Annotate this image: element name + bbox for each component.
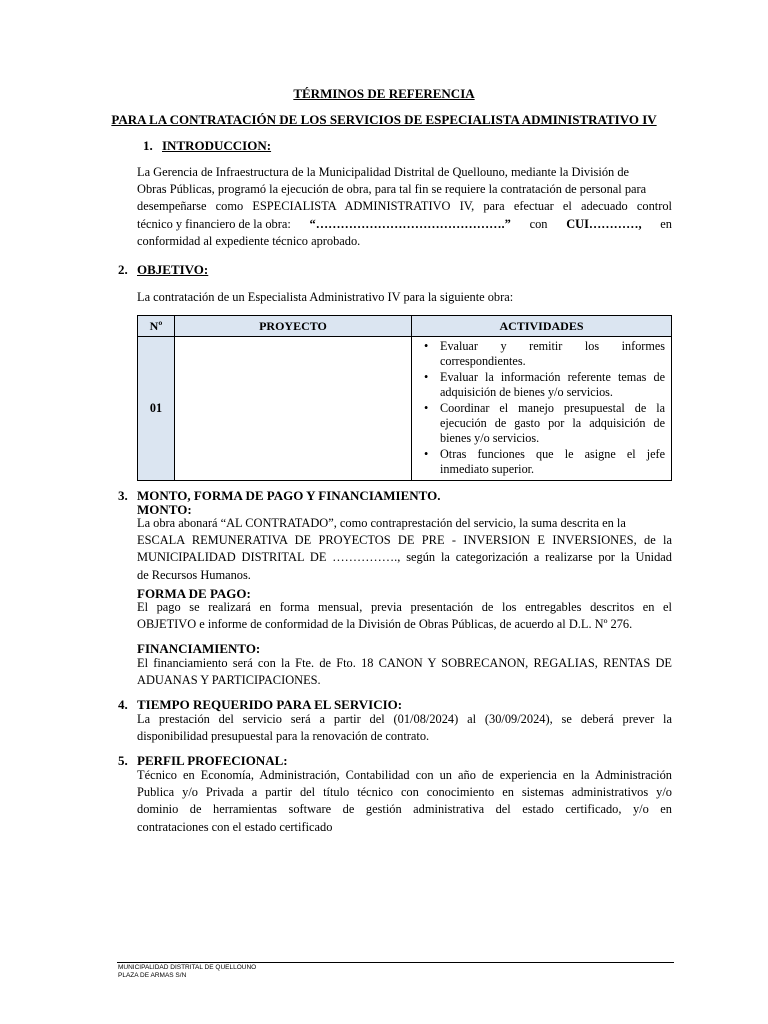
activity-item: • Coordinar el manejo presupuestal de la ejecución de gasto por la adquisición de bienes y/o servicios. — [412, 401, 665, 447]
paragraph-line: La obra abonará “AL CONTRATADO”, como contraprestación del servicio, la suma descrita en la — [137, 516, 626, 530]
section-3-number: 3. — [118, 488, 128, 503]
forma-pago-body — [137, 599, 672, 633]
section-4-title: TIEMPO REQUERIDO PARA EL SERVICIO: — [137, 697, 403, 712]
section-1-body — [137, 164, 672, 250]
document-title: TÉRMINOS DE REFERENCIA — [293, 86, 475, 101]
monto-body — [137, 515, 672, 584]
paragraph-line: Obras Públicas, programó la ejecución de obra, para tal fin se requiere la contratación de personal para — [137, 182, 647, 197]
paragraph-line: El financiamiento será con la Fte. de Fto. 18 CANON Y SOBRECANON, REGALIAS, RENTAS DE — [137, 656, 672, 670]
table-header-row — [138, 316, 672, 337]
section-1-title: INTRODUCCION: — [162, 138, 272, 153]
footer-line-1: MUNICIPALIDAD DISTRITAL DE QUELLOUNO — [118, 964, 257, 971]
cui-blank: CUI…………, — [566, 216, 642, 231]
activity-item: • Evaluar la información referente temas de adquisición de bienes y/o servicios. — [412, 370, 665, 401]
paragraph-line: El pago se realizará en forma mensual, previa presentación de los entregables descritos en el — [137, 600, 672, 614]
activities-list — [412, 337, 671, 480]
paragraph-line: ESCALA REMUNERATIVA DE PROYECTOS DE PRE - INVERSION E INVERSIONES, de la — [137, 533, 672, 548]
paragraph-fragment: técnico y financiero de la obra: — [137, 216, 291, 231]
paragraph-fragment: en — [660, 216, 672, 231]
paragraph-line: de Recursos Humanos. — [137, 567, 251, 582]
header-activities: ACTIVIDADES — [412, 316, 672, 337]
financiamiento-body — [137, 655, 672, 689]
section-3-title: MONTO, FORMA DE PAGO Y FINANCIAMIENTO. — [137, 488, 441, 503]
footer-divider — [117, 962, 674, 963]
paragraph-line: Técnico en Economía, Administración, Contabilidad con un año de experiencia en la Administración — [137, 768, 672, 782]
paragraph-line: La Gerencia de Infraestructura de la Municipalidad Distrital de Quellouno, mediante la División de — [137, 165, 630, 179]
forma-pago-heading: FORMA DE PAGO: — [137, 586, 251, 601]
section-2-intro: La contratación de un Especialista Administrativo IV para la siguiente obra: — [137, 290, 514, 304]
section-2-heading — [118, 262, 208, 278]
activities-cell — [412, 337, 672, 481]
paragraph-line: contrataciones con el estado certificado — [137, 819, 333, 834]
project-name-blank: “……………………………………….” — [309, 216, 511, 231]
header-project: PROYECTO — [175, 316, 412, 337]
section-5-body — [137, 767, 672, 836]
section-1-heading — [143, 138, 271, 154]
section-5-title: PERFIL PROFECIONAL: — [137, 753, 288, 768]
document-subtitle: PARA LA CONTRATACIÓN DE LOS SERVICIOS DE ESPECIALISTA ADMINISTRATIVO IV — [111, 112, 657, 127]
activity-item: • Evaluar y remitir los informes correspondientes. — [412, 339, 665, 370]
paragraph-line: Publica y/o Privada a partir del título técnico con conocimiento en sistemas administrativos y/o — [137, 785, 672, 800]
paragraph-line: ADUANAS Y PARTICIPACIONES. — [137, 673, 321, 688]
financiamiento-heading: FINANCIAMIENTO: — [137, 641, 261, 656]
section-2-number: 2. — [118, 262, 128, 277]
paragraph-line: desempeñarse como ESPECIALISTA ADMINISTRATIVO IV, para efectuar el adecuado control — [137, 199, 672, 214]
paragraph-line: La prestación del servicio será a partir del (01/08/2024) al (30/09/2024), se deberá prever la — [137, 712, 672, 726]
row-number-cell: 01 — [138, 337, 175, 481]
monto-heading: MONTO: — [137, 502, 192, 517]
header-number: Nº — [138, 316, 175, 337]
section-4-body — [137, 711, 672, 745]
activities-table — [137, 315, 672, 481]
paragraph-line: dominio de herramientas software de gestión administrativa del estado certificado, y/o en — [137, 802, 672, 817]
paragraph-line: OBJETIVO e informe de conformidad de la División de Obras Públicas, de acuerdo al D.L. Nº 276. — [137, 617, 633, 632]
section-5-number: 5. — [118, 753, 128, 768]
project-cell — [175, 337, 412, 481]
footer-line-2: PLAZA DE ARMAS S/N — [118, 972, 187, 979]
paragraph-fragment: con — [529, 216, 548, 231]
paragraph-line: conformidad al expediente técnico aprobado. — [137, 233, 361, 248]
table-row — [138, 337, 672, 481]
section-2-title: OBJETIVO: — [137, 262, 209, 277]
paragraph-line: MUNICIPALIDAD DISTRITAL DE ……………., según la categorización a realizarse por la Unidad — [137, 550, 672, 565]
paragraph-line — [137, 216, 672, 233]
paragraph-line: disponibilidad presupuestal para la renovación de contrato. — [137, 729, 430, 744]
section-4-number: 4. — [118, 697, 128, 712]
activity-item: • Otras funciones que le asigne el jefe inmediato superior. — [412, 447, 665, 478]
section-1-number: 1. — [143, 138, 153, 153]
